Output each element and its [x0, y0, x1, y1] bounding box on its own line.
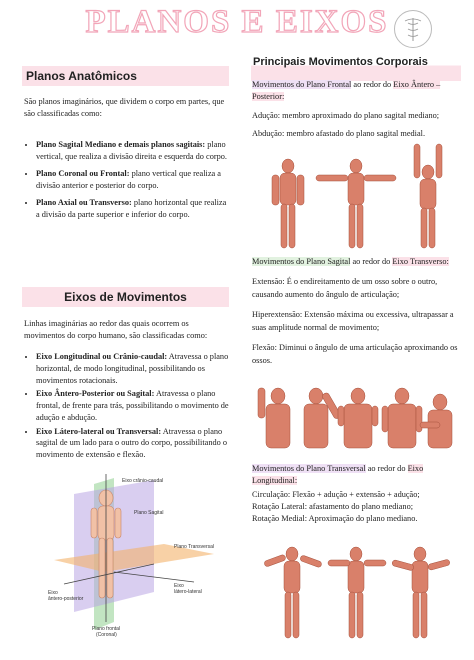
anatomical-planes-diagram: [44, 472, 230, 638]
planes-intro-text: São planos imaginários, que dividem o corpo em partes, que são classificadas como:: [24, 97, 225, 119]
sagittal-item: Flexão: Diminui o ângulo de uma articulação aproximando os ossos.: [252, 343, 458, 365]
label-sagittal: Plano Sagital: [134, 510, 164, 516]
sagittal-section: [252, 256, 462, 367]
transverse-title: Movimentos do Plano Transversal ao redor do Eixo Longitudinal:: [252, 464, 424, 486]
label-ap-axis: Eixo: [48, 590, 58, 596]
axes-list: [22, 351, 232, 463]
frontal-item: Adução: membro aproximado do plano sagital mediano;: [252, 110, 440, 120]
planes-list: [22, 139, 230, 226]
transverse-item: Circulação: Flexão + adução + extensão + adução;: [252, 490, 420, 500]
movements-heading: Principais Movimentos Corporais: [251, 55, 461, 81]
frontal-section: [252, 79, 462, 141]
planes-intro: [24, 96, 228, 121]
list-item: • Plano Sagital Mediano e demais planos sagitais: plano vertical, que realiza a divisão direita e esquerda do corpo.: [36, 139, 230, 164]
frontal-item: Abdução: membro afastado do plano sagital medial.: [252, 129, 426, 139]
frontal-title: Movimentos do Plano Frontal ao redor do Eixo Ântero – Posterior:: [252, 80, 441, 102]
label-frontal: Plano frontal: [92, 626, 121, 632]
caduceus-logo: [394, 10, 432, 48]
planes-heading: Planos Anatômicos: [22, 66, 229, 86]
list-item: • Eixo Longitudinal ou Crânio-caudal: Atravessa o plano horizontal, de modo longitudinal, possibilitando os movimentos rotacionais.: [36, 351, 232, 386]
sagittal-item: Extensão: É o endireitamento de um osso sobre o outro, causando aumento do ângulo de articulação;: [252, 277, 438, 299]
label-ll-axis-2: látero-lateral: [174, 589, 202, 595]
axes-heading: Eixos de Movimentos: [22, 287, 229, 307]
list-item: • Plano Coronal ou Frontal: plano vertical que realiza a divisão anterior e posterior do corpo.: [36, 168, 230, 193]
label-craniocaudal: Eixo crânio-caudal: [122, 478, 164, 484]
sagittal-movement-figures: [256, 382, 456, 450]
list-item: • Plano Axial ou Transverso: plano horizontal que realiza a divisão da parte superior e inferior do corpo.: [36, 197, 230, 222]
axes-intro-text: Linhas imaginárias ao redor das quais ocorrem os movimentos do corpo humano, são classificadas como:: [24, 319, 208, 341]
transverse-item: Rotação Lateral: afastamento do plano mediano;: [252, 502, 414, 512]
transverse-movement-figures: [256, 540, 456, 640]
sagittal-title: Movimentos do Plano Sagital ao redor do Eixo Transverso:: [252, 257, 449, 266]
axes-intro: [24, 318, 230, 343]
list-item: • Eixo Ântero-Posterior ou Sagital: Atravessa o plano frontal, de frente para trás, possibilitando o movimento de adução e abdução.: [36, 388, 232, 423]
sagittal-item: Hiperextensão: Extensão máxima ou excessiva, ultrapassar a suas amplitude normal de movimento;: [252, 310, 454, 332]
label-frontal-2: (Coronal): [96, 632, 117, 638]
list-item: • Eixo Látero-lateral ou Transversal: Atravessa o plano sagital de um lado para o outro do corpo, possibilitando o movimento de extensão e flexão.: [36, 426, 232, 461]
frontal-movement-figures: [258, 142, 454, 250]
label-ap-axis-2: ântero-posterior: [48, 596, 84, 602]
label-ll-axis: Eixo: [174, 583, 184, 589]
page-title: PLANOS E EIXOS: [85, 4, 389, 40]
transverse-section: [252, 463, 462, 525]
label-transverse: Plano Transversal: [174, 544, 215, 550]
transverse-item: Rotação Medial: Aproximação do plano mediano.: [252, 514, 418, 524]
